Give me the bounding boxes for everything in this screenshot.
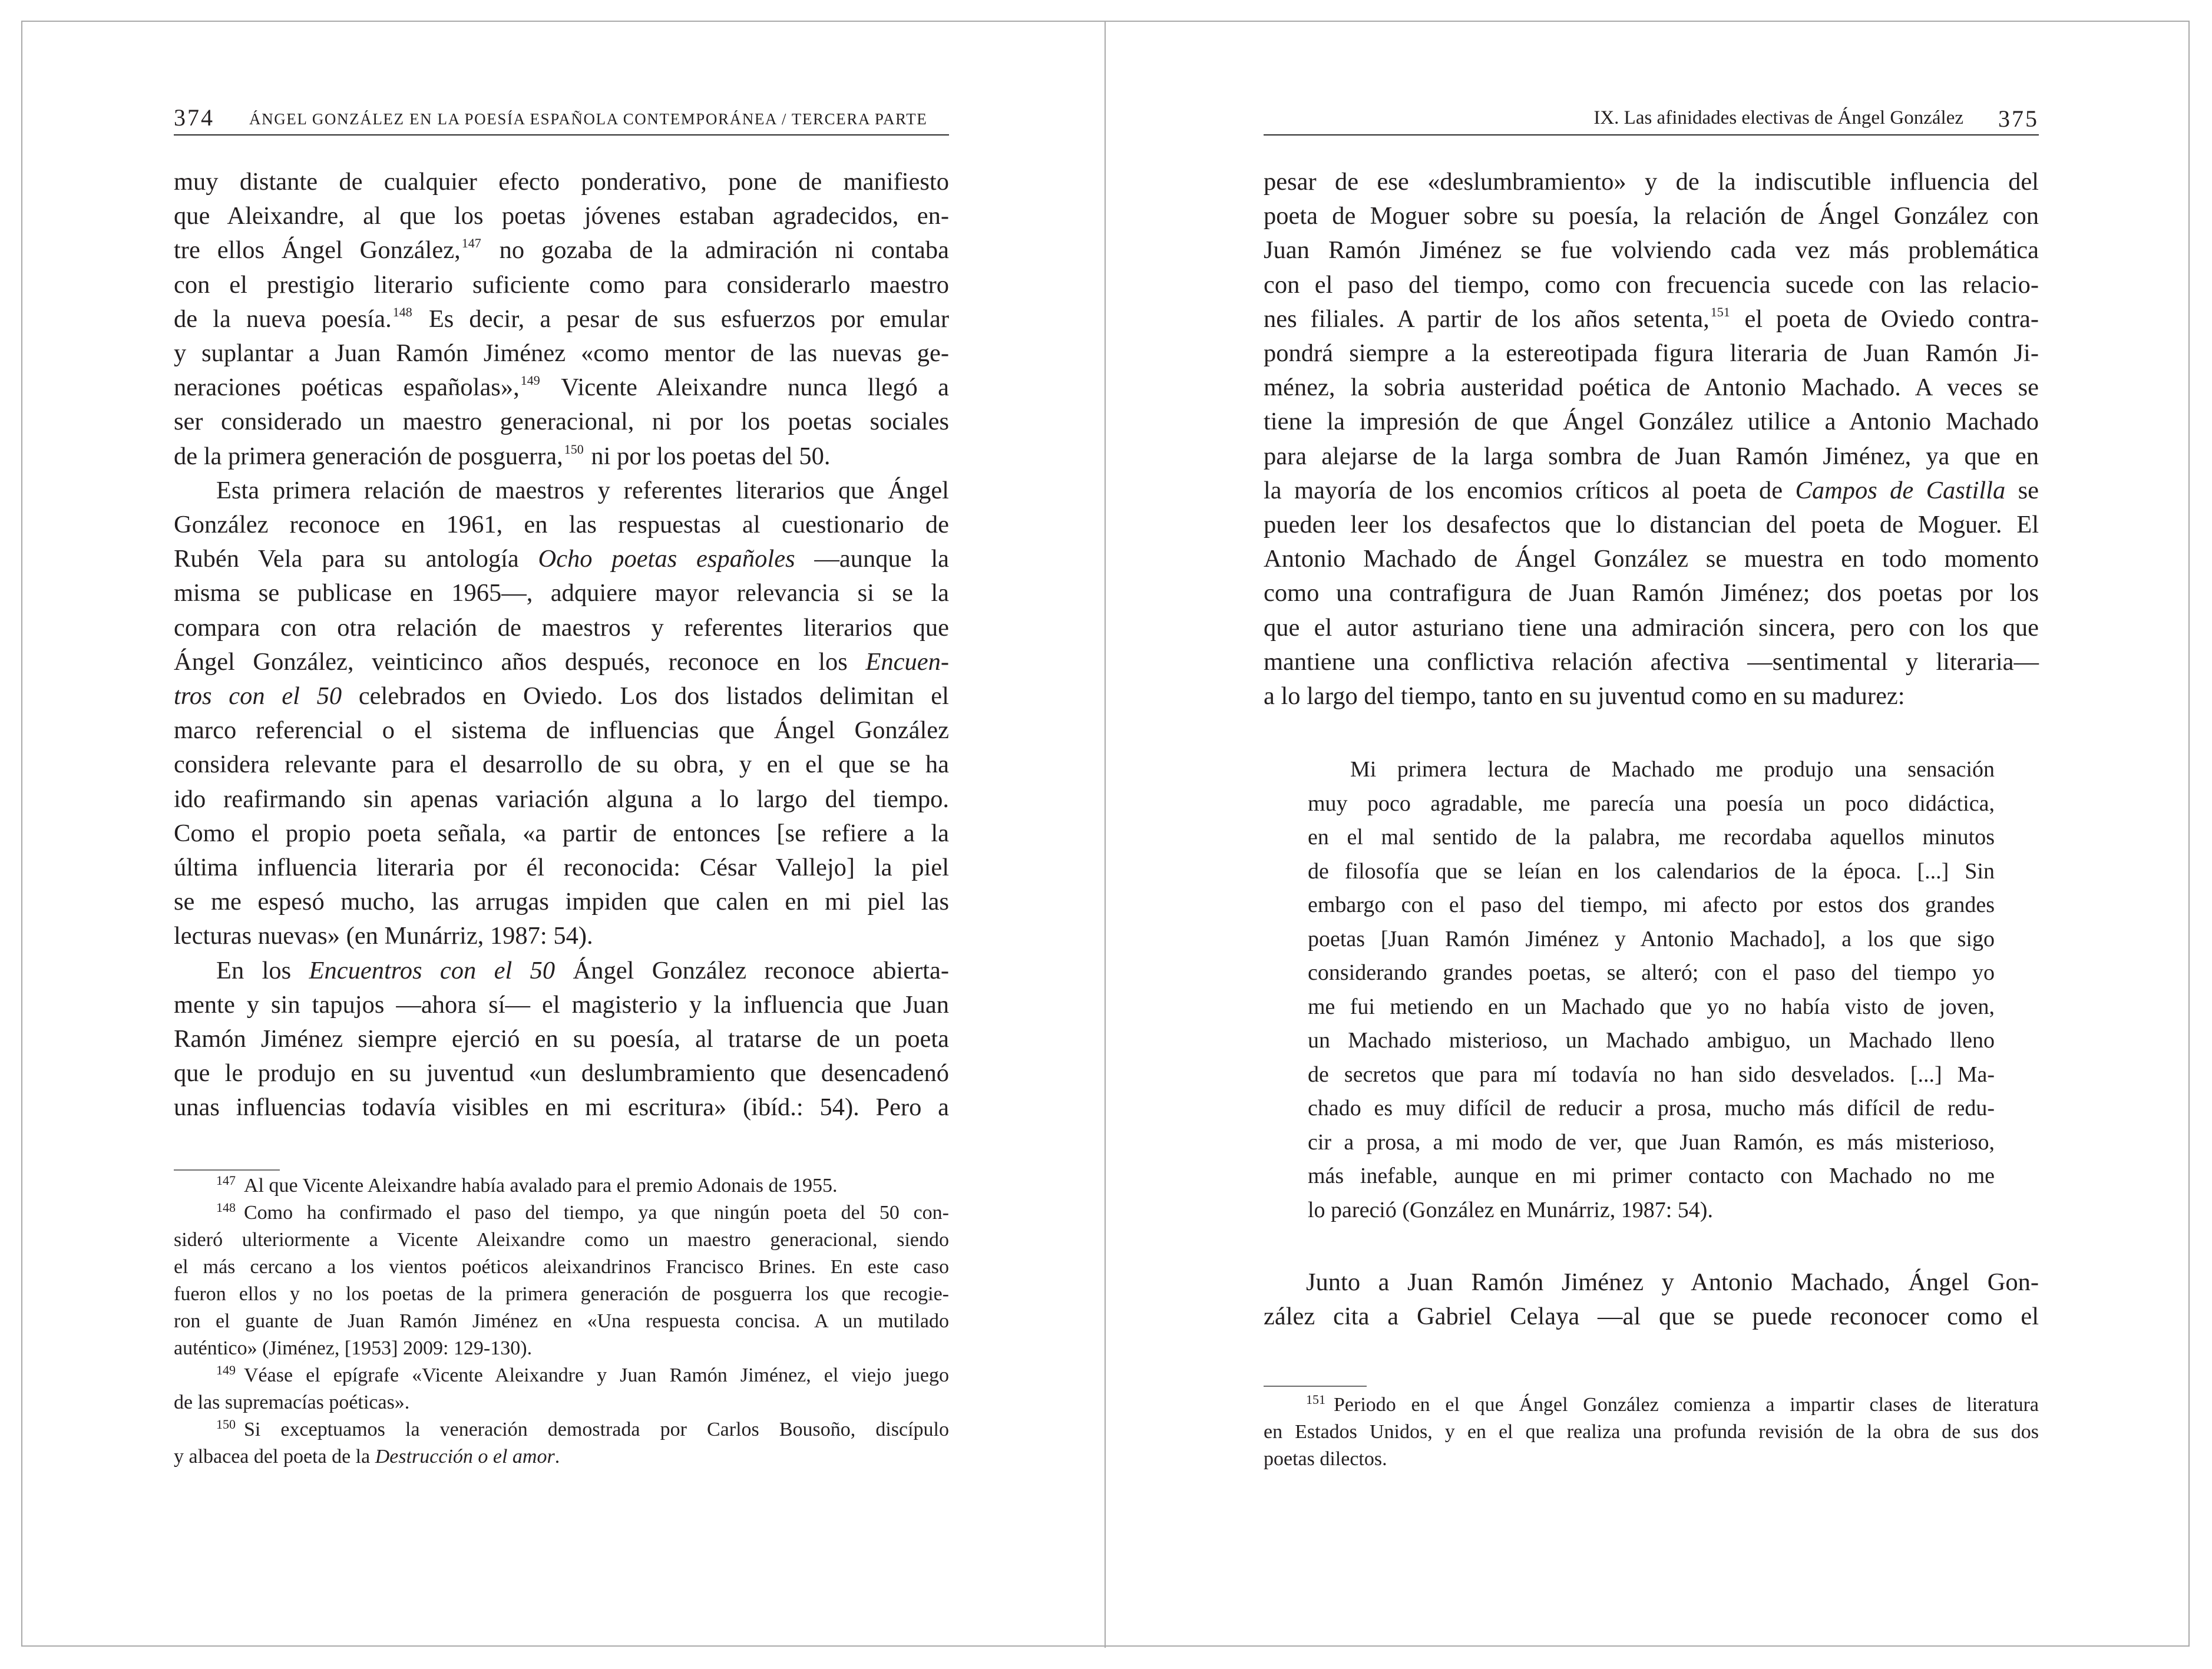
italic-title: Ocho poetas españoles	[538, 545, 795, 573]
text-line: muy poco agradable, me parecía una poesía un poco didáctica,	[1308, 791, 1995, 816]
footnote	[174, 1362, 949, 1416]
text-line: $^{151}$ Periodo en el que Ángel González comienza a impartir clases de literatura	[1306, 1392, 2039, 1416]
text-line: un Machado misterioso, un Machado ambiguo, un Machado lleno	[1308, 1028, 1995, 1053]
running-head-right	[1264, 101, 2039, 135]
body-text	[1264, 165, 2039, 713]
footnote-rule	[1264, 1386, 1367, 1387]
italic-title: Campos de Castilla	[1795, 476, 2006, 504]
right-page	[1264, 0, 2039, 1669]
footnote-reference[interactable]: 150	[564, 441, 584, 457]
running-title: ÁNGEL GONZÁLEZ EN LA POESÍA ESPAÑOLA CONTEMPORÁNEA / TERCERA PARTE	[249, 110, 928, 128]
text-line: tre ellos Ángel González,$^{147}$ no gozaba de la admiración ni contaba	[174, 236, 950, 265]
text-line: pesar de ese «deslumbramiento» y de la indiscutible influencia del	[1264, 168, 2039, 196]
text-line: de la nueva poesía.$^{148}$ Es decir, a pesar de sus esfuerzos por emular	[174, 304, 949, 333]
text-line: más inefable, aunque en mi primer contacto con Machado no me	[1308, 1164, 1995, 1188]
text-line: $^{147}$ Al que Vicente Aleixandre había avalado para el premio Adonais de 1955.	[216, 1173, 838, 1197]
text-line: última influencia literaria por él reconocida: César Vallejo] la piel	[174, 854, 949, 882]
text-line: y suplantar a Juan Ramón Jiménez «como mentor de las nuevas ge-	[174, 339, 949, 368]
text-line: que le produjo en su juventud «un deslumbramiento que desencadenó	[174, 1059, 949, 1088]
text-line: con el prestigio literario suficiente como para considerarlo maestro	[174, 270, 949, 299]
text-line: neraciones poéticas españolas»,$^{149}$ Vicente Aleixandre nunca llegó a	[174, 373, 949, 402]
text-line: embargo con el paso del tiempo, mi afecto por estos dos grandes	[1308, 893, 1995, 917]
text-line: González reconoce en 1961, en las respuestas al cuestionario de	[174, 511, 949, 539]
text-line: compara con otra relación de maestros y referentes literarios que	[174, 613, 949, 642]
text-line: Ángel González, veinticinco años después, reconoce en los Encuen-	[174, 647, 949, 676]
text-line: pondrá siempre a la estereotipada figura literaria de Juan Ramón Ji-	[1264, 339, 2039, 368]
footnote	[1264, 1392, 2039, 1473]
text-line: Juan Ramón Jiménez se fue volviendo cada vez más problemática	[1264, 236, 2039, 265]
text-line: el más cercano a los vientos poéticos aleixandrinos Francisco Brines. En este caso	[174, 1256, 949, 1278]
text-line: a lo largo del tiempo, tanto en su juventud como en su madurez:	[1264, 682, 1905, 710]
text-line: considerando grandes poetas, se alteró; con el paso del tiempo yo	[1308, 960, 1995, 985]
running-title: IX. Las afinidades electivas de Ángel González	[1593, 107, 1963, 128]
italic-title: Encuen-	[865, 647, 949, 676]
text-line: me fui metiendo en un Machado que yo no había visto de joven,	[1308, 994, 1995, 1019]
text-line: que Aleixandre, al que los poetas jóvenes estaban agradecidos, en-	[174, 202, 949, 230]
text-line: con el paso del tiempo, como con frecuencia sucede con las relacio-	[1264, 270, 2039, 299]
footnote-number: 149	[216, 1363, 236, 1377]
footnote-reference[interactable]: 149	[520, 373, 540, 388]
text-line: Mi primera lectura de Machado me produjo una sensación	[1350, 757, 1995, 782]
italic-title: Encuentros con el 50	[309, 956, 556, 984]
footnote-reference[interactable]: 147	[461, 236, 481, 251]
text-line: que el autor asturiano tiene una admiración sincera, pero con los que	[1264, 613, 2039, 642]
text-line: la mayoría de los encomios críticos al poeta de Campos de Castilla se	[1264, 476, 2039, 504]
text-line: auténtico» (Jiménez, [1953] 2009: 129-130).	[174, 1337, 533, 1359]
footnotes	[1264, 1392, 2039, 1473]
text-line: ido reafirmando sin apenas variación alguna a lo largo del tiempo.	[174, 785, 949, 813]
text-line: Ramón Jiménez siempre ejerció en su poesía, al tratarse de un poeta	[174, 1025, 949, 1053]
text-line: lo pareció (González en Munárriz, 1987: 54).	[1308, 1197, 1713, 1222]
text-line: $^{149}$ Véase el epígrafe «Vicente Aleixandre y Juan Ramón Jiménez, el viejo juego	[216, 1363, 949, 1386]
text-line: Rubén Vela para su antología Ocho poetas españoles —aunque la	[174, 545, 950, 573]
text-line: pueden leer los desafectos que lo distancian del poeta de Moguer. El	[1264, 511, 2039, 539]
text-line: lecturas nuevas» (en Munárriz, 1987: 54).	[174, 922, 593, 950]
text-line: se me espesó mucho, las arrugas impiden que calen en mi piel las	[174, 888, 949, 916]
footnote-number: 151	[1306, 1392, 1325, 1407]
text-line: En los Encuentros con el 50 Ángel González reconoce abierta-	[216, 956, 950, 984]
footnote-number: 148	[216, 1200, 236, 1215]
footnote-rule	[174, 1169, 280, 1171]
text-line: en el mal sentido de la palabra, me recordaba aquellos minutos	[1308, 825, 1995, 850]
text-line: misma se publicase en 1965—, adquiere mayor relevancia si se la	[174, 579, 949, 607]
text-line: ser considerado un maestro generacional, ni por los poetas sociales	[174, 408, 949, 436]
italic-title: tros con el 50	[174, 682, 342, 710]
footnotes	[174, 1172, 949, 1470]
text-line: Esta primera relación de maestros y referentes literarios que Ángel	[216, 476, 949, 504]
text-line: Antonio Machado de Ángel González se muestra en todo momento	[1264, 545, 2039, 573]
text-line: y albacea del poeta de la Destrucción o el amor.	[174, 1446, 560, 1468]
text-line: ron el guante de Juan Ramón Jiménez en «Una respuesta concisa. A un mutilado	[174, 1310, 949, 1332]
text-line: poetas dilectos.	[1264, 1448, 1387, 1470]
footnote-number: 150	[216, 1417, 236, 1432]
footnote	[174, 1172, 949, 1199]
text-line: unas influencias todavía visibles en mi escritura» (ibíd.: 54). Pero a	[174, 1093, 949, 1122]
footnote-reference[interactable]: 151	[1710, 304, 1730, 319]
text-line: $^{150}$ Si exceptuamos la veneración demostrada por Carlos Bousoño, discípulo	[216, 1417, 949, 1440]
text-line: mente y sin tapujos —ahora sí— el magisterio y la influencia que Juan	[174, 990, 949, 1019]
text-line: $^{148}$ Como ha confirmado el paso del tiempo, ya que ningún poeta del 50 con-	[216, 1200, 949, 1224]
text-line: cir a prosa, a mi modo de ver, que Juan Ramón, es más misterioso,	[1308, 1129, 1995, 1155]
body-text	[174, 165, 949, 1125]
text-line: sideró ulteriormente a Vicente Aleixandre como un maestro generacional, siendo	[174, 1229, 949, 1251]
text-line: tiene la impresión de que Ángel González utilice a Antonio Machado	[1264, 408, 2039, 436]
text-line: marco referencial o el sistema de influencias que Ángel González	[174, 716, 949, 745]
page-gutter	[1105, 21, 1106, 1648]
text-line: Como el propio poeta señala, «a partir de entonces [se refiere a la	[174, 819, 949, 847]
text-line: muy distante de cualquier efecto ponderativo, pone de manifiesto	[174, 168, 949, 196]
text-line: tros con el 50 celebrados en Oviedo. Los dos listados delimitan el	[174, 682, 949, 710]
italic-title: Destrucción o el amor	[375, 1446, 555, 1468]
text-line: de la primera generación de posguerra,$^{150}$ ni por los poetas del 50.	[174, 441, 831, 470]
text-line: chado es muy difícil de reducir a prosa, mucho más difícil de redu-	[1308, 1096, 1995, 1121]
left-page	[174, 0, 949, 1669]
text-line: mantiene una conflictiva relación afectiva —sentimental y literaria—	[1264, 647, 2039, 676]
footnote-number: 147	[216, 1173, 236, 1188]
text-line: de filosofía que se leían en los calendarios de la época. [...] Sin	[1308, 858, 1995, 884]
block-quote	[1308, 753, 1995, 1227]
text-line: Junto a Juan Ramón Jiménez y Antonio Machado, Ángel Gon-	[1306, 1268, 2039, 1296]
body-text-continued	[1264, 1265, 2039, 1334]
page-number: 374	[174, 104, 214, 131]
footnote	[174, 1199, 949, 1362]
text-line: nes filiales. A partir de los años setenta,$^{151}$ el poeta de Oviedo contra-	[1264, 304, 2039, 333]
text-line: para alejarse de la larga sombra de Juan Ramón Jiménez, ya que en	[1264, 442, 2039, 470]
text-line: de las supremacías poéticas».	[174, 1392, 410, 1413]
text-line: fueron ellos y no los poetas de la primera generación de posguerra los que recogie-	[174, 1283, 949, 1305]
text-line: como una contrafigura de Juan Ramón Jiménez; dos poetas por los	[1264, 579, 2039, 607]
text-line: poeta de Moguer sobre su poesía, la relación de Ángel González con	[1264, 202, 2039, 230]
text-line: ménez, la sobria austeridad poética de Antonio Machado. A veces se	[1264, 374, 2039, 402]
text-line: zález cita a Gabriel Celaya —al que se puede reconocer como el	[1264, 1303, 2039, 1331]
text-line: poetas [Juan Ramón Jiménez y Antonio Machado], a los que sigo	[1308, 926, 1995, 951]
text-line: considera relevante para el desarrollo de su obra, y en el que se ha	[174, 751, 949, 779]
footnote	[174, 1416, 949, 1470]
footnote-reference[interactable]: 148	[392, 304, 412, 319]
running-head-left	[174, 101, 949, 135]
text-line: de secretos que para mí todavía no han sido desvelados. [...] Ma-	[1308, 1062, 1995, 1087]
page-number: 375	[1998, 105, 2039, 132]
text-line: en Estados Unidos, y en el que realiza una profunda revisión de la obra de sus dos	[1264, 1421, 2039, 1443]
